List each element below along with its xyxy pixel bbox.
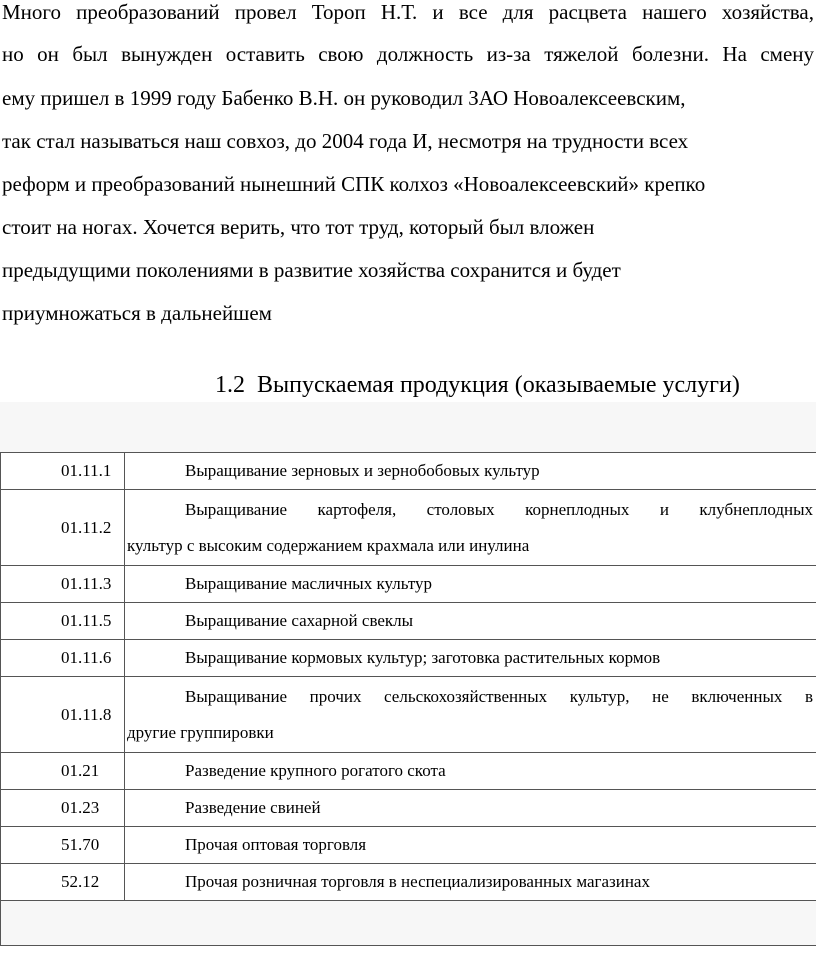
activity-code: 01.11.2 — [1, 490, 125, 566]
activity-code: 01.11.6 — [1, 640, 125, 677]
activity-code: 01.11.1 — [1, 453, 125, 490]
activity-code: 01.11.5 — [1, 603, 125, 640]
table-top-band — [0, 402, 816, 452]
table-row — [1, 640, 816, 677]
section-heading — [215, 370, 740, 400]
activity-description-line: культур с высоким содержанием крахмала или инулина — [127, 535, 530, 555]
table-row — [1, 864, 816, 901]
activity-codes-table — [0, 452, 816, 946]
table-row — [1, 827, 816, 864]
activity-code: 01.11.8 — [1, 677, 125, 753]
table-row — [1, 753, 816, 790]
table-row — [1, 677, 816, 753]
table-row — [1, 453, 816, 490]
paragraph-line: реформ и преобразований нынешний СПК колхоз «Новоалексеевский» крепко — [2, 172, 706, 196]
paragraph-line: ему пришел в 1999 году Бабенко В.Н. он руководил ЗАО Новоалексеевским, — [2, 86, 686, 110]
table-row — [1, 490, 816, 566]
activity-description-line: другие группировки — [127, 722, 274, 742]
table-row — [1, 790, 816, 827]
section-title: Выпускаемая продукция (оказываемые услуги) — [257, 372, 740, 398]
activity-description — [125, 677, 816, 753]
activity-description-line: Выращивание картофеля, столовых корнеплодных и клубнеплодных — [185, 499, 813, 519]
activity-description — [125, 490, 816, 566]
activity-description: Выращивание кормовых культур; заготовка растительных кормов — [125, 640, 816, 677]
activity-description: Разведение свиней — [125, 790, 816, 827]
activity-code: 52.12 — [1, 864, 125, 901]
empty-cell — [1, 901, 816, 946]
paragraph-line: приумножаться в дальнейшем — [2, 301, 272, 325]
activity-description: Выращивание зерновых и зернобобовых культур — [125, 453, 816, 490]
activity-description: Разведение крупного рогатого скота — [125, 753, 816, 790]
activity-code: 01.21 — [1, 753, 125, 790]
activity-description-line: Выращивание прочих сельскохозяйственных культур, не включенных в — [185, 686, 813, 706]
activity-description: Выращивание сахарной свеклы — [125, 603, 816, 640]
activity-description: Прочая розничная торговля в неспециализированных магазинах — [125, 864, 816, 901]
paragraph-line: предыдущими поколениями в развитие хозяйства сохранится и будет — [2, 258, 621, 282]
table-row — [1, 566, 816, 603]
paragraph-line: стоит на ногах. Хочется верить, что тот труд, который был вложен — [2, 215, 595, 239]
activity-description: Выращивание масличных культур — [125, 566, 816, 603]
activity-code: 01.11.3 — [1, 566, 125, 603]
table-row-empty — [1, 901, 816, 946]
paragraph-line: Много преобразований провел Тороп Н.Т. и все для расцвета нашего хозяйства, — [2, 0, 814, 24]
activity-code: 51.70 — [1, 827, 125, 864]
activity-code: 01.23 — [1, 790, 125, 827]
activity-description: Прочая оптовая торговля — [125, 827, 816, 864]
section-number: 1.2 — [215, 372, 245, 398]
paragraph-line: но он был вынужден оставить свою должность из-за тяжелой болезни. На смену — [2, 42, 814, 66]
paragraph-line: так стал называться наш совхоз, до 2004 года И, несмотря на трудности всех — [2, 129, 689, 153]
table-row — [1, 603, 816, 640]
